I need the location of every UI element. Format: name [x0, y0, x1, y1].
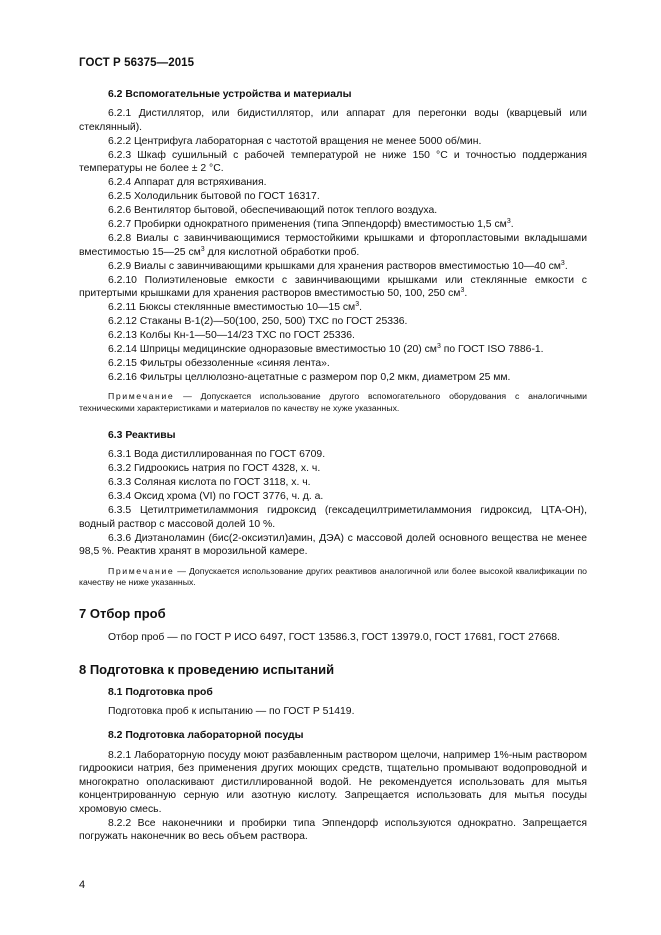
item-text: 6.2.14 Шприцы медицинские одноразовые вместимостью 10 (20) см [108, 344, 437, 356]
item-text: 6.2.7 Пробирки однократного применения (типа Эппендорф) вместимостью 1,5 см [108, 219, 507, 231]
document-header: ГОСТ Р 56375—2015 [79, 57, 195, 69]
item-text: . [510, 219, 514, 231]
item-8-2-1: 8.2.1 Лабораторную посуду моют разбавленным раствором щелочи, например 1%-ным раствором гидроокиси натрия, без применения других моющих средств, тщательно промывают водопроводной и многократно ополаскивают дистиллированной водой. Не рекомендуется использовать для мытья концентрированную серную или азотную кислоту. Запрещается использовать для мытья посуды хромовую смесь. [79, 749, 587, 815]
item-6-3-1: 6.3.1 Вода дистиллированная по ГОСТ 6709. [108, 449, 326, 461]
superscript: 3 [200, 245, 205, 253]
section-8-1-title: 8.1 Подготовка проб [108, 687, 213, 699]
section-8-1-text: Подготовка проб к испытанию — по ГОСТ Р 51419. [108, 706, 355, 718]
section-8-2-title: 8.2 Подготовка лабораторной посуды [108, 730, 304, 742]
note-text: — Допускается использование другого вспомогательного оборудования с аналогичными техническими характеристиками и материалов по качеству не хуже указанных. [79, 391, 587, 414]
page-number: 4 [79, 879, 86, 891]
note-text: — Допускается использование других реактивов аналогичной или более высокой квалификации по качеству не ниже указанных. [79, 565, 587, 588]
item-6-2-8 [79, 232, 587, 259]
item-6-2-7 [79, 218, 587, 231]
item-text: 6.2.11 Бюксы стеклянные вместимостью 10—15 см [108, 302, 356, 314]
item-6-2-5: 6.2.5 Холодильник бытовой по ГОСТ 16317. [108, 191, 320, 203]
item-6-2-6: 6.2.6 Вентилятор бытовой, обеспечивающий поток теплого воздуха. [108, 205, 438, 217]
item-text: 6.2.8 Виалы с завинчивающимися термостойкими крышками и фторопластовыми вкладышами вместимостью 15—25 см [79, 233, 587, 258]
note-6-3 [79, 566, 587, 590]
item-8-2-2: 8.2.2 Все наконечники и пробирки типа Эппендорф используются однократно. Запрещается погружать наконечник во весь объем раствора. [79, 817, 587, 842]
item-text: . [564, 260, 568, 272]
item-6-2-11 [79, 301, 587, 314]
item-6-3-6: 6.3.6 Диэтаноламин (бис(2-оксиэтил)амин, ДЭА) с массовой долей основного вещества не менее 98,5 %. Реактив хранят в морозильной камере. [79, 532, 587, 558]
note-6-2 [79, 391, 587, 415]
superscript: 3 [460, 287, 465, 295]
item-6-2-10 [79, 274, 587, 301]
document-body [79, 88, 587, 844]
item-text: 6.2.9 Виалы с завинчивающими крышками для хранения растворов вместимостью 10—40 см [108, 260, 561, 272]
item-6-2-15: 6.2.15 Фильтры обеззоленные «синяя лента». [108, 358, 330, 370]
item-6-2-4: 6.2.4 Аппарат для встряхивания. [108, 177, 267, 189]
item-text: . [464, 288, 468, 300]
section-8-title: 8 Подготовка к проведению испытаний [79, 661, 335, 677]
item-6-3-4: 6.3.4 Оксид хрома (VI) по ГОСТ 3776, ч. д. а. [108, 491, 324, 503]
section-6-3-title: 6.3 Реактивы [108, 430, 176, 442]
item-6-3-5: 6.3.5 Цетилтриметиламмония гидроксид (гексадецилтриметиламмония гидроксид, ЦТА-ОН), водный раствор с массовой долей 10 %. [79, 505, 587, 530]
item-6-2-13: 6.2.13 Колбы Кн-1—50—14/23 ТХС по ГОСТ 25336. [108, 330, 355, 342]
item-6-2-16: 6.2.16 Фильтры целлюлозно-ацетатные с размером пор 0,2 мкм, диаметром 25 мм. [108, 372, 511, 384]
item-6-3-2: 6.3.2 Гидроокись натрия по ГОСТ 4328, х. ч. [108, 463, 321, 475]
superscript: 3 [506, 218, 511, 226]
superscript: 3 [436, 343, 441, 351]
section-6-2-title: 6.2 Вспомогательные устройства и материалы [108, 89, 352, 100]
item-6-2-12: 6.2.12 Стаканы В-1(2)—50(100, 250, 500) ТХС по ГОСТ 25336. [108, 316, 408, 328]
item-text: по ГОСТ ISO 7886-1. [440, 344, 544, 356]
superscript: 3 [355, 301, 360, 309]
item-6-2-1: 6.2.1 Дистиллятор, или бидистиллятор, или аппарат для перегонки воды (кварцевый или стеклянный). [79, 108, 587, 133]
item-6-2-2: 6.2.2 Центрифуга лабораторная с частотой вращения не менее 5000 об/мин. [108, 135, 482, 147]
item-6-3-3: 6.3.3 Соляная кислота по ГОСТ 3118, х. ч. [108, 477, 311, 489]
item-text: . [359, 302, 362, 314]
note-label: Примечание [108, 565, 175, 576]
section-7-text: Отбор проб — по ГОСТ Р ИСО 6497, ГОСТ 13586.3, ГОСТ 13979.0, ГОСТ 17681, ГОСТ 27668. [108, 631, 560, 643]
section-7-title: 7 Отбор проб [79, 606, 166, 622]
item-6-2-9 [79, 260, 587, 273]
item-6-2-3: 6.2.3 Шкаф сушильный с рабочей температурой не ниже 150 °С и точностью поддержания температуры не более ± 2 °С. [79, 149, 587, 175]
item-6-2-14 [79, 343, 587, 356]
note-label: Примечание [108, 391, 175, 402]
superscript: 3 [560, 259, 565, 267]
item-text: для кислотной обработки проб. [204, 246, 360, 258]
item-text: 6.2.10 Полиэтиленовые емкости с завинчивающими крышками или стеклянные емкости с притертыми крышками для хранения растворов вместимостью 50, 100, 250 см [79, 274, 587, 300]
